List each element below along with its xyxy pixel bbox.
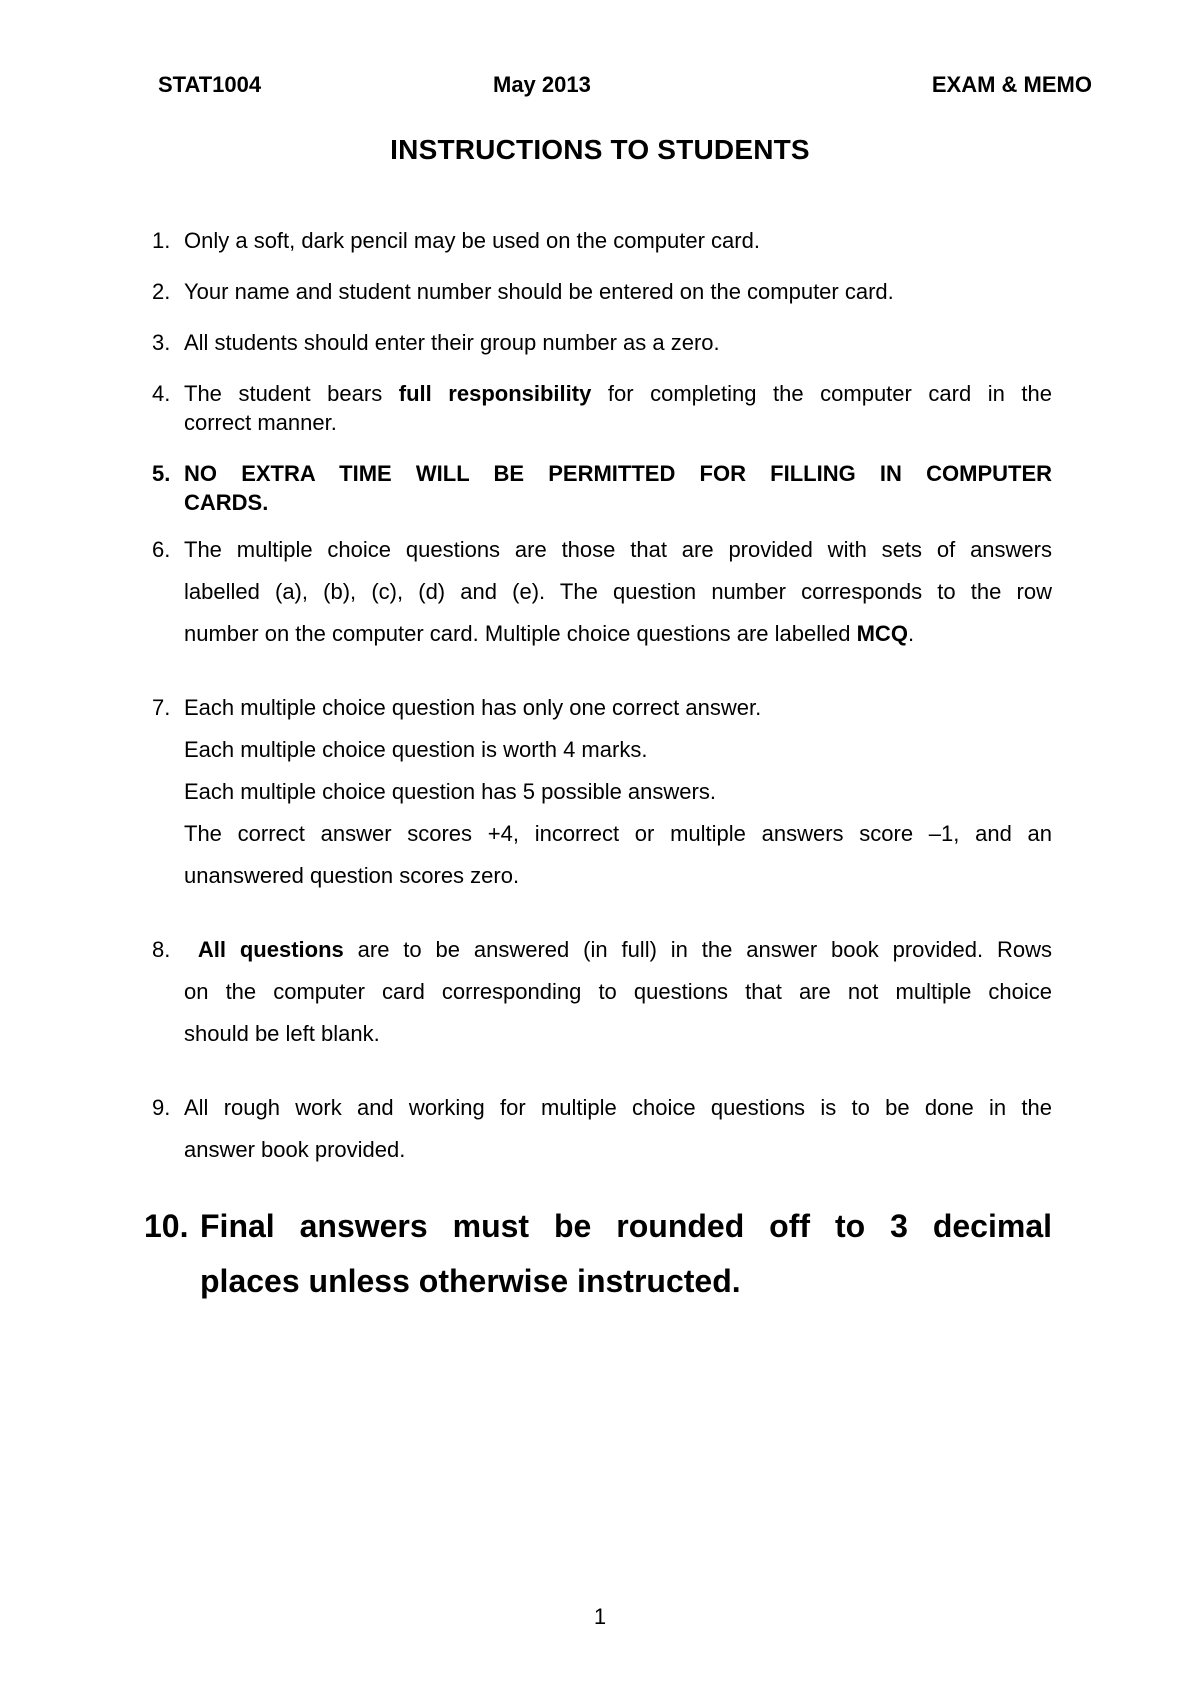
item-number: 10. [144, 1208, 189, 1244]
item-text: All students should enter their group number as a zero. [184, 330, 720, 355]
item-text-line-3: number on the computer card. Multiple choice questions are labelled MCQ. [184, 621, 915, 646]
item-number: 6. [152, 537, 171, 562]
item-number: 7. [152, 695, 171, 720]
item-text-line-5: unanswered question scores zero. [184, 863, 520, 888]
item-text-line-2: places unless otherwise instructed. [200, 1263, 741, 1299]
instruction-item-5 [152, 459, 1052, 517]
item-text-line-1: The multiple choice questions are those that are provided with sets of answers [184, 537, 1052, 562]
item-number: 9. [152, 1095, 171, 1120]
course-code: STAT1004 [158, 72, 262, 97]
exam-date: May 2013 [493, 72, 591, 97]
item-number: 1. [152, 228, 171, 253]
page-number: 1 [593, 1604, 607, 1629]
item-text-line-2: on the computer card corresponding to questions that are not multiple choice [184, 979, 1052, 1004]
item-number: 4. [152, 381, 171, 406]
emphasis-mcq: MCQ [856, 621, 908, 646]
instruction-item-3 [152, 328, 1052, 357]
item-number: 8. [152, 937, 171, 962]
item-number: 3. [152, 330, 171, 355]
instructions-list [144, 226, 1052, 1309]
item-text: Your name and student number should be entered on the computer card. [184, 279, 894, 304]
emphasis-full-responsibility: full responsibility [398, 381, 592, 406]
instruction-item-8 [152, 929, 1052, 1055]
item-text-line-3: should be left blank. [184, 1021, 380, 1046]
item-text-line-2: correct manner. [184, 410, 337, 435]
document-type: EXAM & MEMO [931, 72, 1092, 97]
item-text-line-1: All questions are to be answered (in full) in the answer book provided. Rows [197, 937, 1052, 962]
item-text-line-1: Final answers must be rounded off to 3 decimal [200, 1208, 1052, 1244]
instruction-item-10 [144, 1199, 1052, 1309]
item-text-line-2: Each multiple choice question is worth 4 marks. [184, 737, 648, 762]
instruction-item-9 [152, 1087, 1052, 1171]
item-text-line-1: Each multiple choice question has only one correct answer. [184, 695, 762, 720]
instruction-item-7 [152, 687, 1052, 897]
item-text: Only a soft, dark pencil may be used on the computer card. [184, 228, 760, 253]
instruction-item-6 [152, 529, 1052, 655]
item-text-line-3: Each multiple choice question has 5 possible answers. [184, 779, 716, 804]
emphasis-all-questions: All questions [197, 937, 344, 962]
item-text-line-2: labelled (a), (b), (c), (d) and (e). The question number corresponds to the row [184, 579, 1052, 604]
instruction-item-4 [152, 379, 1052, 437]
item-number: 2. [152, 279, 171, 304]
instruction-item-1 [152, 226, 1052, 255]
item-text-line-2: CARDS. [184, 490, 269, 515]
page-title: INSTRUCTIONS TO STUDENTS [390, 134, 810, 165]
item-text-line-1: All rough work and working for multiple choice questions is to be done in the [184, 1095, 1052, 1120]
item-text-line-1: NO EXTRA TIME WILL BE PERMITTED FOR FILLING IN COMPUTER [184, 461, 1052, 486]
instruction-item-2 [152, 277, 1052, 306]
item-text-line-4: The correct answer scores +4, incorrect or multiple answers score –1, and an [184, 821, 1052, 846]
item-text-line-2: answer book provided. [184, 1137, 406, 1162]
item-text-line-1: The student bears full responsibility for completing the computer card in the [184, 381, 1052, 406]
item-number: 5. [152, 461, 171, 486]
page-header [158, 72, 1092, 102]
